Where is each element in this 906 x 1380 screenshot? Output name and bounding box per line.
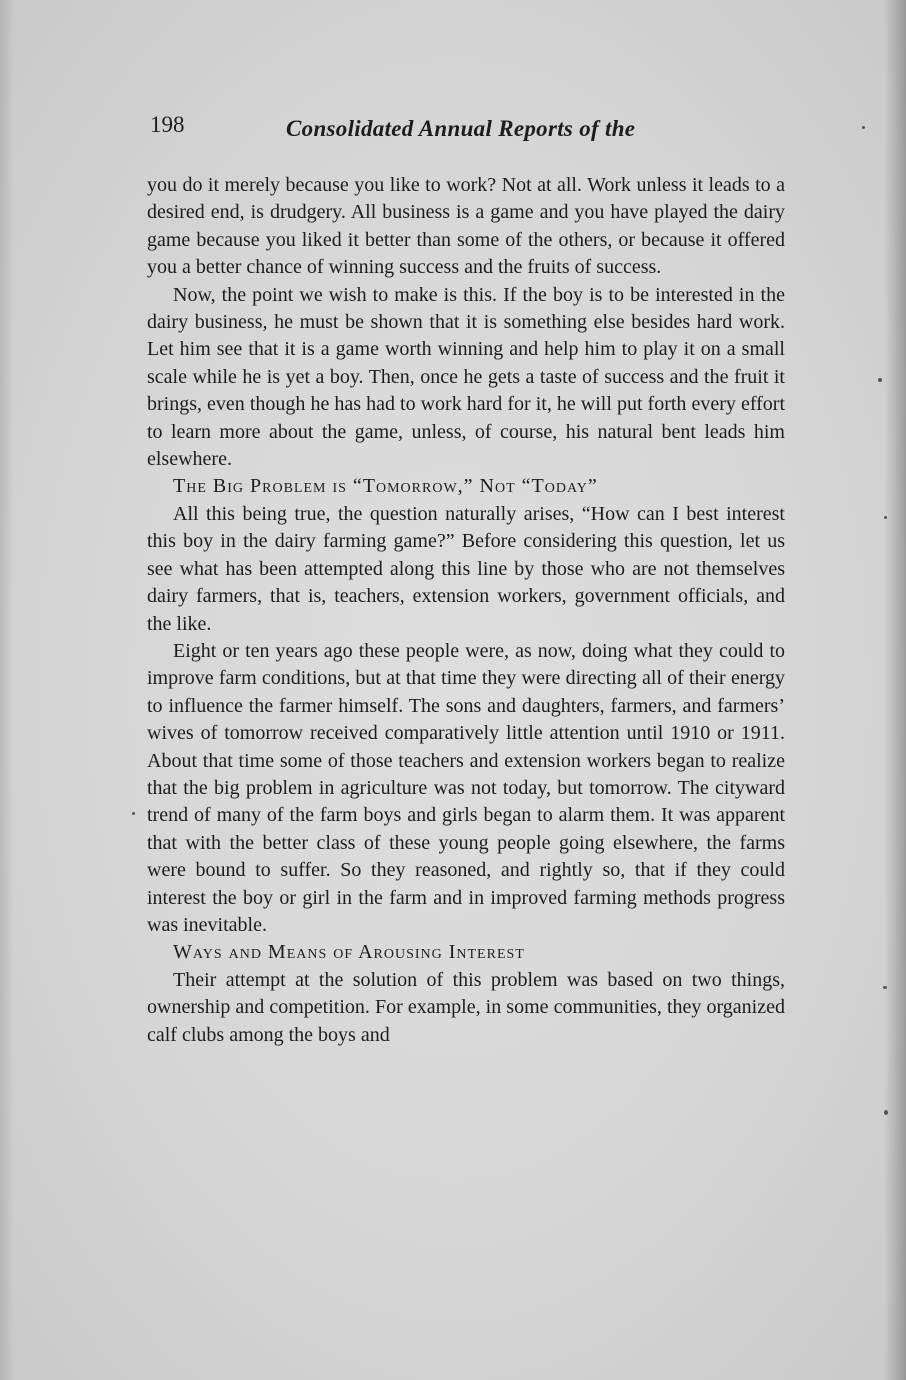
page-number: 198 (150, 112, 185, 137)
paragraph: Their attempt at the solution of this problem was based on two things, ownership and competition. For example, in some communities, they organized calf clubs among the boys and (147, 968, 785, 1046)
paragraph: you do it merely because you like to work? Not at all. Work unless it leads to a desired end, is drudgery. All business is a game and you have played the dairy game because you liked it better than some of the others, or because it offered you a better chance of winning success and the fruits of success. (147, 174, 785, 279)
scan-speck (132, 812, 135, 815)
page-header (150, 112, 790, 152)
page-left-shadow (0, 0, 14, 1380)
scan-speck (878, 378, 882, 382)
scan-speck (884, 516, 887, 519)
running-head: Consolidated Annual Reports of the (286, 116, 636, 141)
page-right-shadow (884, 0, 906, 1380)
scan-speck (883, 986, 887, 989)
paragraph: All this being true, the question naturally arises, “How can I best interest this boy in the dairy farming game?” Before considering this question, let us see what has been attempted along this line by those who are not themselves dairy farmers, that is, teachers, extension workers, government officials, and the like. (147, 502, 785, 635)
scan-speck (884, 1110, 888, 1115)
body-text (147, 172, 785, 1049)
section-heading: Ways and Means of Arousing Interest (173, 941, 525, 964)
scan-speck (862, 126, 865, 129)
section-heading: The Big Problem is “Tomorrow,” Not “Today” (173, 475, 598, 498)
paragraph: Eight or ten years ago these people were, as now, doing what they could to improve farm conditions, but at that time they were directing all of their energy to influence the farmer himself. The sons and daughters, farmers, and farmers’ wives of tomorrow received comparatively little attention until 1910 or 1911. About that time some of those teachers and extension workers began to realize that the big problem in agriculture was not today, but tomorrow. The cityward trend of many of the farm boys and girls began to alarm them. It was apparent that with the better class of these young people going elsewhere, the farms were bound to suffer. So they reasoned, and rightly so, that if they could interest the boy or girl in the farm and in improved farming methods progress was inevitable. (147, 639, 785, 936)
paragraph: Now, the point we wish to make is this. If the boy is to be interested in the dairy business, he must be shown that it is something else besides hard work. Let him see that it is a game worth winning and help him to play it on a small scale while he is yet a boy. Then, once he gets a taste of success and the fruit it brings, even though he has had to work hard for it, he will put forth every effort to learn more about the game, unless, of course, his natural bent leads him elsewhere. (147, 283, 785, 471)
